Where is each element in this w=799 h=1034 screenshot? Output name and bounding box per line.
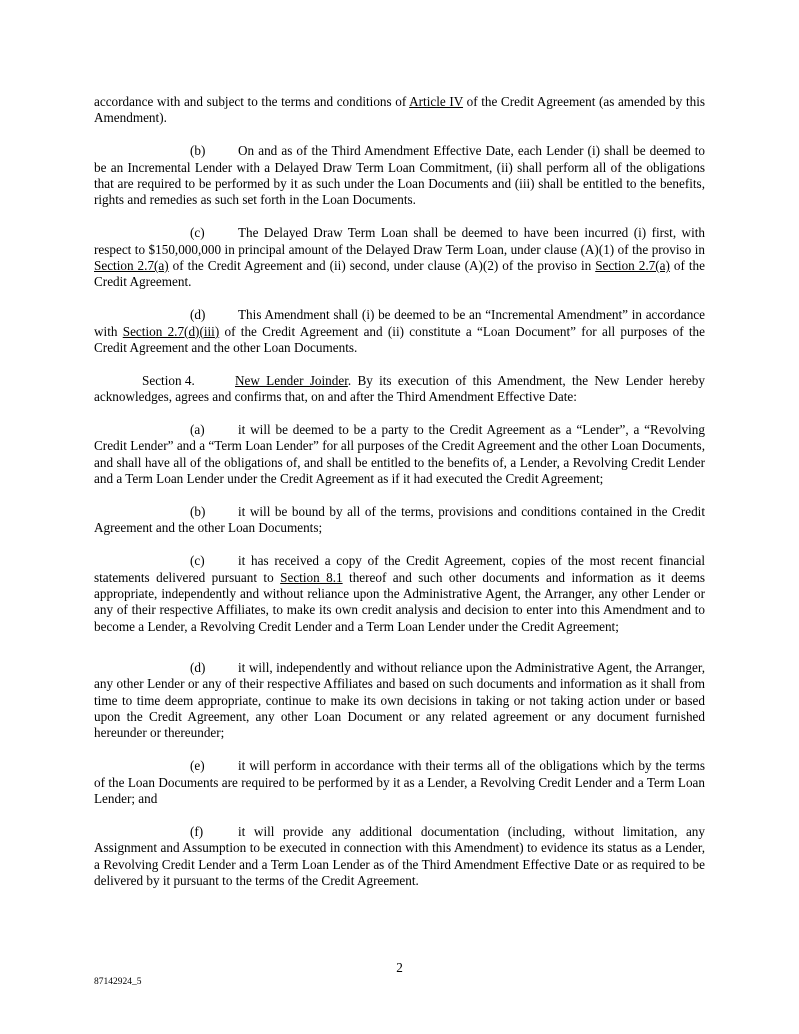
cross-reference-section-2-7d-iii: Section 2.7(d)(iii) [122,323,220,339]
clause-text: it will be bound by all of the terms, provisions and conditions contained in the Credit Agreement and the other Loan Documents; [94,504,705,536]
paragraph-4d [94,660,705,742]
paragraph-4e [94,758,705,807]
cross-reference-section-8-1: Section 8.1 [280,569,343,585]
page-number: 2 [396,960,403,975]
section-label: Section 4. [142,372,195,388]
section-text: . By its execution of this Amendment, the New Lender hereby acknowledges, agrees and confirms that, on and after the Third Amendment Effective Date: [94,372,705,405]
section-heading: New Lender Joinder [235,372,348,388]
paragraph-4c [94,553,705,635]
clause-label: (f) [190,823,204,839]
cross-reference-section-2-7a: Section 2.7(a) [94,258,169,274]
clause-text: it will perform in accordance with their terms all of the obligations which by the terms of the Loan Documents are required to be performed by it as a Lender, a Revolving Credit Lender and a Term Loan Lender; and [94,758,705,806]
text: accordance with and subject to the terms and conditions of [94,94,410,109]
cross-reference-section-2-7a: Section 2.7(a) [595,258,670,274]
clause-text: This Amendment shall (i) be deemed to be an “Incremental Amendment” in accordance with [94,307,705,339]
text: of the Credit Agreement (as amended by this Amendment). [94,94,705,126]
clause-text: thereof and such other documents and information as it deems appropriate, independently and without reliance upon the Administrative Agent, the Arranger, any other Lender or any of their respective Affiliates, to make its own credit analysis and decision to enter into this Amendment and to become a Lender, a Revolving Credit Lender and a Term Loan Lender under the Credit Agreement; [94,569,706,634]
clause-label: (d) [190,307,206,323]
clause-text: it will be deemed to be a party to the Credit Agreement as a “Lender”, a “Revolving Credit Lender” and a “Term Loan Lender” for all purposes of the Credit Agreement and the other Loan Documents, and shall have all of the obligations of, and shall be entitled to the benefits of, a Lender, a Revolving Credit Lender and a Term Loan Lender under the Credit Agreement as if it had executed the Credit Agreement; [94,422,705,487]
paragraph-continuation [94,94,705,127]
clause-text: it has received a copy of the Credit Agreement, copies of the most recent financial statements delivered pursuant to [94,553,705,585]
clause-text: it will, independently and without reliance upon the Administrative Agent, the Arranger, any other Lender or any of their respective Affiliates and based on such documents and information as it shall from time to time deem appropriate, continue to make its own decisions in taking or not taking action under or based upon the Credit Agreement, any other Loan Document or any related agreement or any document furnished hereunder or thereunder; [94,659,705,741]
clause-label: (d) [190,659,206,675]
document-body [94,94,705,889]
clause-text: On and as of the Third Amendment Effective Date, each Lender (i) shall be deemed to be an Incremental Lender with a Delayed Draw Term Loan Commitment, (ii) shall perform all of the obligations that are required to be performed by it as such under the Loan Documents and (iii) shall be entitled to the benefits, rights and remedies as such set forth in the Loan Documents. [94,143,705,208]
paragraph-4b [94,504,705,537]
clause-text: of the Credit Agreement. [94,258,705,290]
clause-text: The Delayed Draw Term Loan shall be deemed to have been incurred (i) first, with respect to $150,000,000 in principal amount of the Delayed Draw Term Loan, under clause (A)(1) of the proviso in [94,225,705,257]
clause-label: (e) [190,758,205,774]
clause-text: it will provide any additional documentation (including, without limitation, any Assignment and Assumption to be executed in connection with this Amendment) to evidence its status as a Lender, a Revolving Credit Lender and a Term Loan Lender as of the Third Amendment Effective Date or as required to be delivered by it pursuant to the terms of the Credit Agreement. [94,823,705,888]
cross-reference-article-iv: Article IV [409,94,464,109]
clause-label: (b) [190,504,206,520]
paragraph-3d [94,307,705,356]
document-id: 87142924_5 [94,977,142,987]
paragraph-4a [94,422,705,488]
paragraph-4f [94,824,705,890]
clause-label: (c) [190,225,205,241]
paragraph-3b [94,143,705,209]
section-4 [94,373,705,406]
clause-text: of the Credit Agreement and (ii) constitute a “Loan Document” for all purposes of the Credit Agreement and the other Loan Documents. [94,323,705,356]
clause-label: (c) [190,553,205,569]
paragraph-3c [94,225,705,291]
clause-label: (b) [190,143,206,159]
clause-label: (a) [190,422,205,438]
clause-text: of the Credit Agreement and (ii) second, under clause (A)(2) of the proviso in [168,258,596,274]
